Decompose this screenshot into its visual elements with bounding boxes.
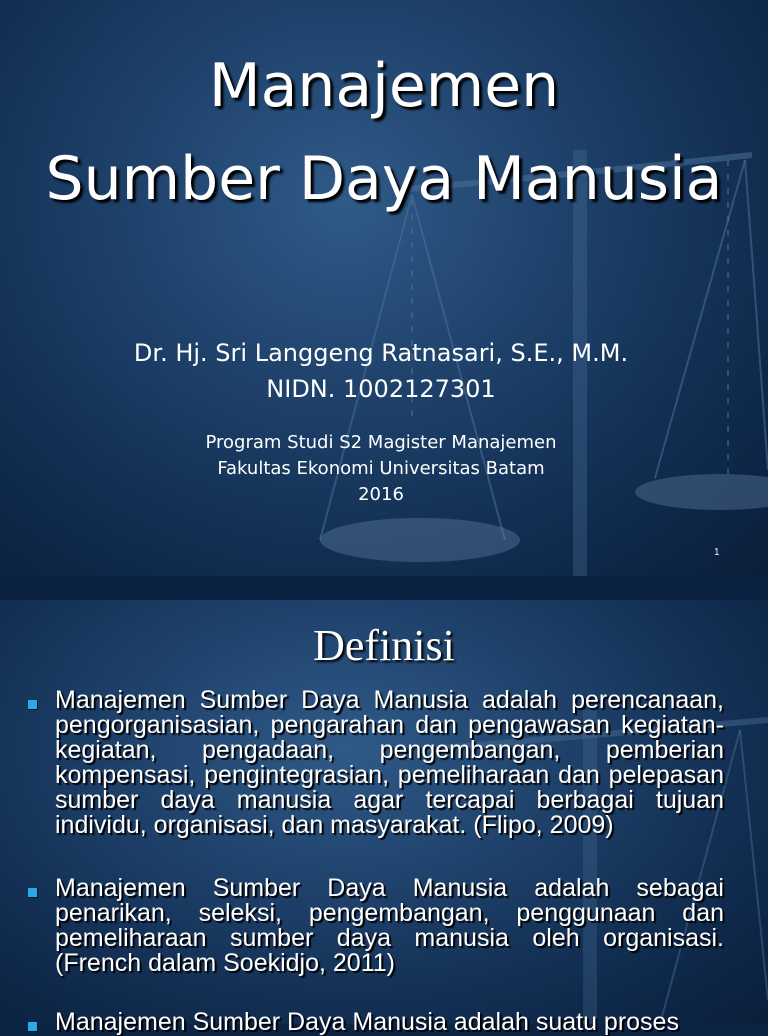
bullet-text: Manajemen Sumber Daya Manusia adalah sebagai penarikan, seleksi, pengembangan, penggunaan dan pemeliharaan sumber daya manusia oleh organisasi. (French dalam Soekidjo, 2011): [55, 874, 724, 977]
year: 2016: [358, 484, 404, 505]
slide-title-line-2: Sumber Daya Manusia: [45, 144, 723, 214]
author-name: Dr. Hj. Sri Langgeng Ratnasari, S.E., M.M.: [133, 339, 629, 367]
author-nidn: NIDN. 1002127301: [266, 375, 496, 403]
bullet-text: Manajemen Sumber Daya Manusia adalah perencanaan, pengorganisasian, pengarahan dan pengawasan kegiatan-kegiatan, pengadaan, pengembangan, pemberian kompensasi, pengintegrasian, pemeliharaan dan pelepasan sumber daya manusia agar tercapai berbagai tujuan individu, organisasi, dan masyarakat. (Flipo, 2009): [55, 686, 724, 839]
faculty-name: Fakultas Ekonomi Universitas Batam: [217, 458, 545, 479]
slide-title: Definisi: [313, 621, 455, 670]
slide-separator: [0, 576, 768, 600]
square-bullet-icon: [28, 1022, 37, 1031]
slide-number: 1: [714, 547, 720, 558]
square-bullet-icon: [28, 888, 37, 897]
slide-title-line-1: Manajemen: [208, 51, 560, 121]
bullet-text: Manajemen Sumber Daya Manusia adalah suatu proses: [55, 1008, 679, 1036]
study-program: Program Studi S2 Magister Manajemen: [205, 432, 557, 453]
square-bullet-icon: [28, 700, 37, 709]
